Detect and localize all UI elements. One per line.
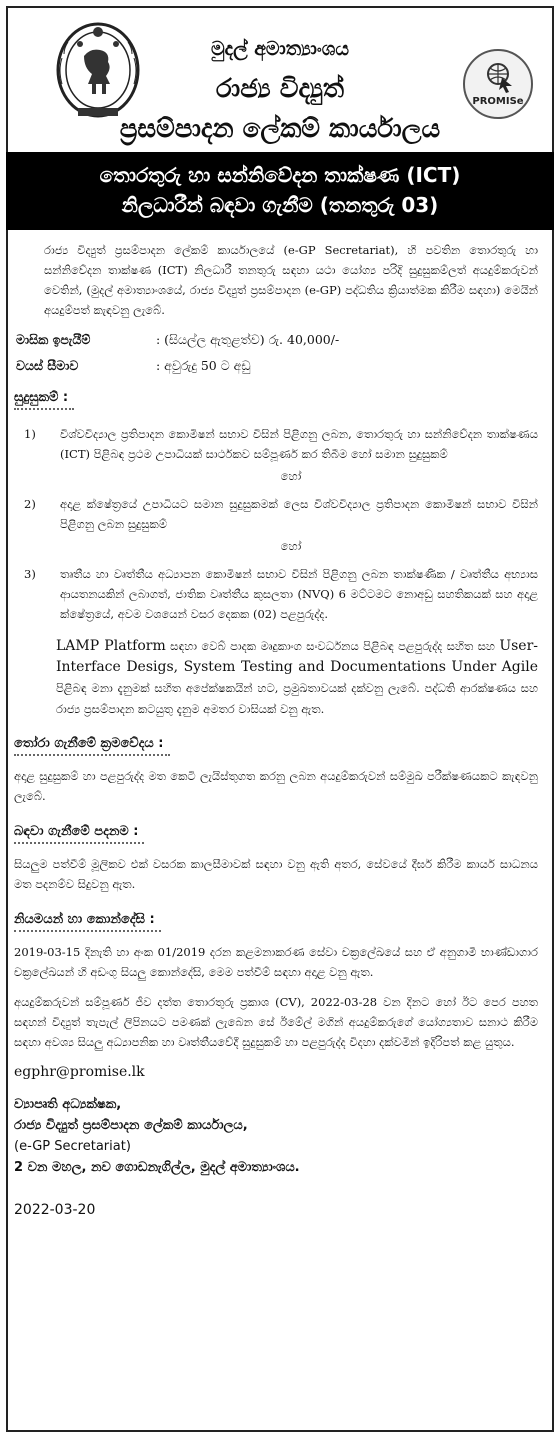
selection-heading: තෝරා ගැනීමේ ක්‍රමවේදය :: [14, 734, 170, 756]
selection-paragraph: අදාළ සුදුසුකම් හා පළපුරුද්ද මත කෙටි ලැයිස්තුගත කරනු ලබන අයදුම්කරුවන් සම්මුඛ පරීක්ෂණයකට කැඳවනු ලැබේ.: [14, 769, 538, 803]
title-line1: තොරතුරු හා සන්නිවේදන තාක්ෂණ (ICT): [99, 163, 461, 187]
terms-paragraph-2: අයදුම්කරුවන් සම්පූර්ණ ජීව දත්ත තොරතුරු ප්‍රකාශ (CV), 2022-03-28 වන දිනට හෝ ඊට පෙර පහත සඳහන් විද්‍යුත් තැපැල් ලිපිනයට පමණක් ලැබෙන සේ ඊමේල් මගින් අයදුම්කරුගේ යෝග්‍යතාව සනාථ කිරීම සඳහා අවශ්‍ය සියලු අධ්‍යාපනික හා වෘත්තීයවේදී සුදුසුකම් හා පළපුරුද්ද විදහා දක්වමින් ඉදිරිපත් කළ යුතුය.: [14, 995, 538, 1049]
qualification-text: විශ්වවිද්‍යාල ප්‍රතිපාදන කොමිෂන් සභාව විසින් පිළිගනු ලබන, තොරතුරු හා සන්නිවේදන තාක්ෂණය (ICT) පිළිබඳ ප්‍රථම උපාධියක් සාර්ථකව සම්පූර්ණ කර තිබීම හෝ සමාන සුදුසුකම්: [60, 427, 538, 461]
qualification-number: 3): [24, 567, 36, 581]
signature-address: 2 වන මහල, නව ගොඩනැගිල්ල, මුදල් අමාත්‍යාංශය.: [14, 1160, 300, 1175]
qualification-item: [24, 494, 538, 534]
age-label: වයස් සීමාව: [16, 358, 79, 373]
intro-paragraph: රාජ්‍ය විද්‍යුත් ප්‍රසම්පාදන ලේකම් කාර්යාලයේ (e-GP Secretariat), හි පවතින තොරතුරු හා සන්නිවේදන තාක්ෂණ (ICT) නිලධාරී තනතුරු සඳහා යථා යෝග්‍ය පරිදි සුදුසුකම්ලත් අයදුම්කරුවන් වෙතින්, (මුදල් අමාත්‍යාංශයේ, රාජ්‍ය විද්‍යුත් ප්‍රසම්පාදන (e-GP) පද්ධතිය ක්‍රියාත්මක කිරීම සඳහා) මෙයින් අයදුම්පත් කැඳවනු ලැබේ.: [44, 243, 538, 317]
qualification-number: 1): [24, 427, 36, 441]
preference-text-part2: පිළිබඳ මනා දැනුමක් සහිත අපේක්ෂකයින් හට, ප්‍රමුඛතාවයක් දක්වනු ලැබේ. පද්ධති ආරක්ෂණය සහ රාජ්‍ය ප්‍රසම්පාදන කටයුතු දැනුම අමතර වාසියක් වනු ඇත.: [56, 681, 538, 716]
contact-email: egphr@promise.lk: [14, 1064, 145, 1080]
skills-text: User-Interface Desigs, System Testing and Documentations Under Agile: [56, 638, 539, 675]
qualification-item: [24, 564, 538, 624]
signature-title: ව්‍යාපෘති අධ්‍යක්ෂක,: [14, 1097, 122, 1112]
preference-text-part1: සඳහා වෙබ් පාදක මෘදුකාංග සංවර්ධනය පිළිබඳ පළපුරුද්ද සහිත සහ: [165, 639, 500, 653]
ministry-name: මුදල් අමාත්‍යාංශය: [210, 38, 350, 60]
publication-date: 2022-03-20: [14, 1202, 96, 1218]
basis-heading: බඳවා ගැනීමේ පදනම :: [14, 822, 144, 844]
office-name-line2: ප්‍රසම්පාදන ලේකම් කාර්යාලය: [119, 114, 441, 144]
qualifications-heading: සුදුසුකම් :: [14, 388, 74, 410]
qualification-item: [24, 424, 538, 464]
promise-logo-text: PROMISe: [472, 96, 524, 107]
signature-office: රාජ්‍ය විද්‍යුත් ප්‍රසම්පාදන ලේකම් කාර්යාලය,: [14, 1118, 248, 1133]
basis-paragraph: සියලුම පත්වීම් මූලිකව එක් වසරක කාලසීමාවක් සඳහා වනු ඇති අතර, සේවයේ දීර්ඝ කිරීම කාර්ය සාධනය මත පදනම්ව සිදුවනු ඇත.: [14, 857, 538, 891]
age-row: [16, 356, 538, 376]
header: [8, 8, 552, 152]
terms-paragraph-1: 2019-03-15 දිනැති හා අංක 01/2019 දරන කළමනාකරණ සේවා චක්‍රලේඛයේ සහ ඒ අනුගාමී භාණ්ඩාගාර චක්‍රලේඛයන් හි අඩංගු සියලු කොන්දේසි, මෙම පත්වීම් සඳහා අදාළ වනු ඇත.: [14, 945, 538, 979]
qualification-number: 2): [24, 497, 36, 511]
signature-secretariat: (e-GP Secretariat): [14, 1139, 131, 1154]
or-separator: හෝ: [280, 469, 302, 483]
body: [8, 230, 552, 1220]
title-band: [6, 152, 554, 230]
salary-value: : (සියල්ල ඇතුළත්ව) රු. 40,000/-: [156, 332, 340, 347]
age-value: : අවුරුදු 50 ට අඩු: [156, 358, 251, 373]
salary-row: [16, 330, 538, 350]
title-line2: නිලධාරීන් බඳවා ගැනීම (තනතුරු 03): [121, 193, 439, 217]
qualification-text: තෘතීය හා වෘත්තීය අධ්‍යාපන කොමිෂන් සභාව විසින් පිළිගනු ලබන තාක්ෂණික / වෘත්තීය අභ්‍යාස ආයතනයකින් ලබාගත්, ජාතික වෘත්තීය කුසලතා (NVQ) 6 මට්ටමට නොඅඩු සහතිකයක් සහ අදාළ ක්ෂේත්‍රයේ, අවම වශයෙන් වසර දෙකක (02) පළපුරුද්ද.: [60, 567, 538, 621]
signature-block: [14, 1094, 538, 1178]
preference-paragraph: [56, 636, 538, 720]
advertisement: [6, 6, 554, 1432]
qualification-text: අදාළ ක්ෂේත්‍රයේ උපාධියට සමාන සුදුසුකමක් ලෙස විශ්වවිද්‍යාල ප්‍රතිපාදන කොමිෂන් සභාව විසින් පිළිගනු ලබන සුදුසුකම්: [60, 497, 538, 531]
office-name-line1: රාජ්‍ය විද්‍යුත්: [215, 74, 345, 104]
national-emblem-icon: [50, 18, 146, 128]
terms-heading: නියමයන් හා කොන්දේසි :: [14, 910, 161, 932]
or-separator: හෝ: [280, 539, 302, 553]
promise-logo: [462, 48, 534, 120]
lamp-platform-text: LAMP Platform: [56, 638, 166, 654]
salary-label: මාසික ඉපැයීම්: [16, 332, 91, 347]
